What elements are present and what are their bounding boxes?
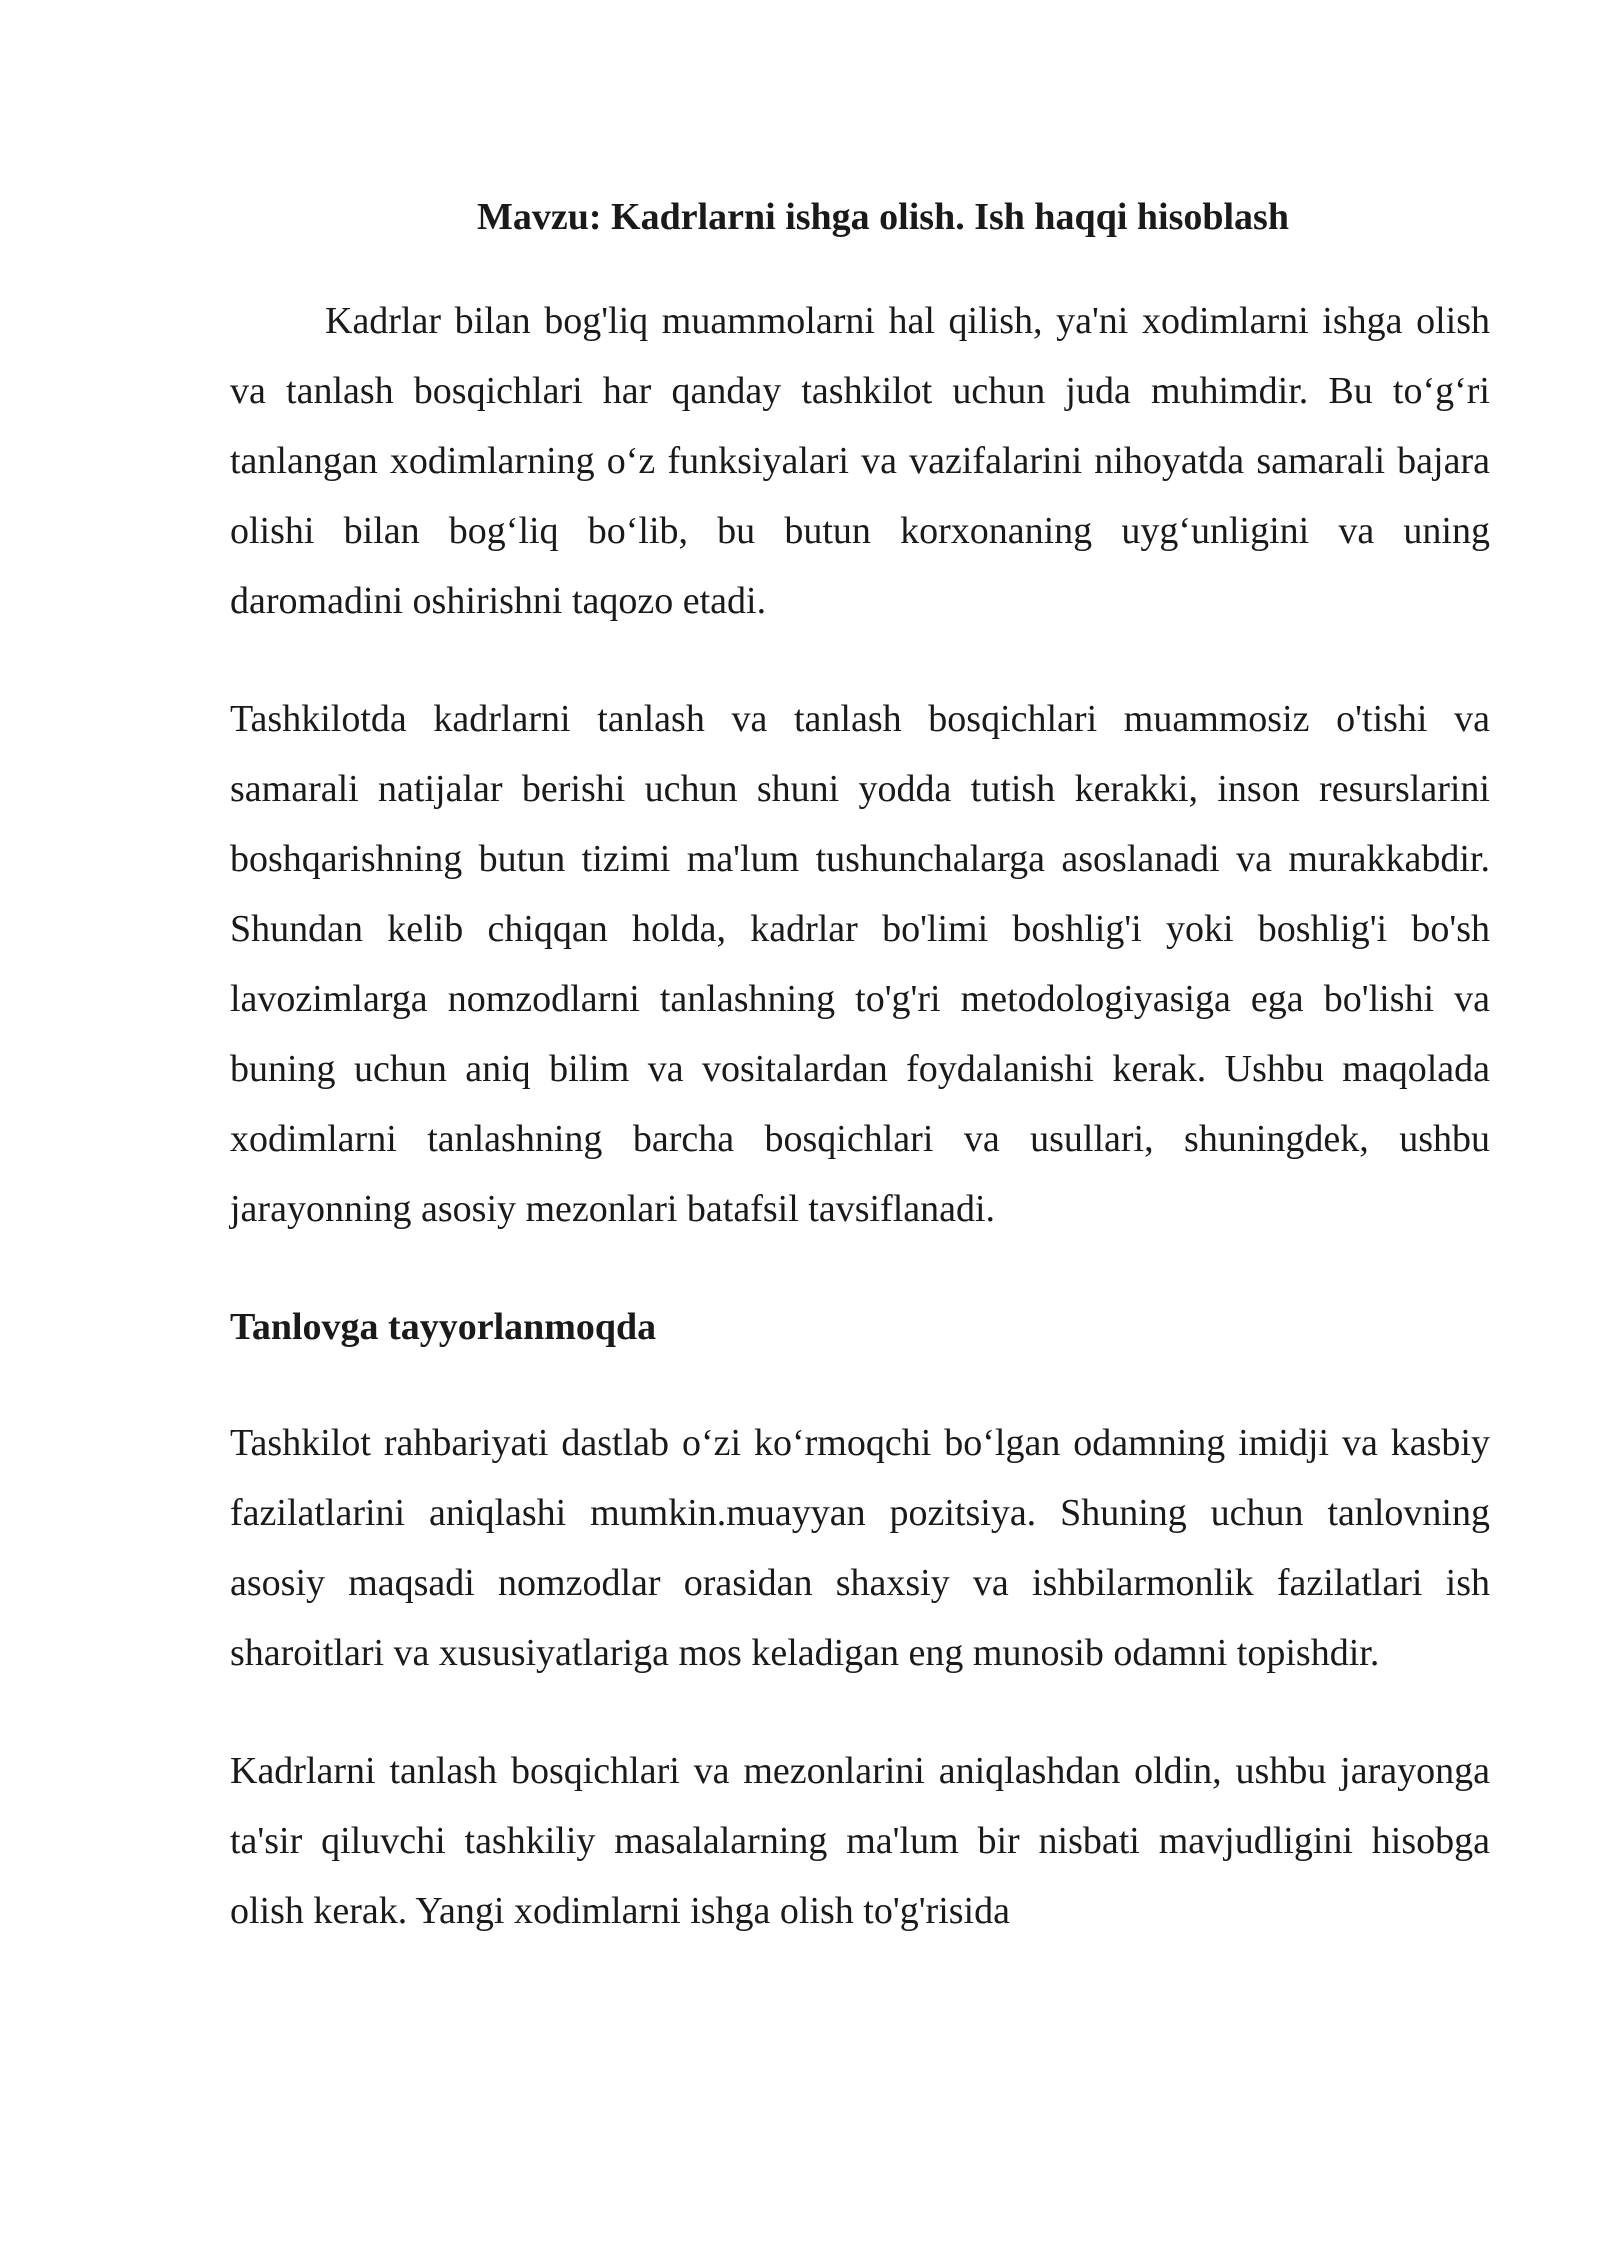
paragraph-selection-stages: Tashkilotda kadrlarni tanlash va tanlash bosqichlari muammosiz o'tishi va samarali natijalar berishi uchun shuni yodda tutish kerakki, inson resurslarini boshqarishning butun tizimi ma'lum tushunchalarga asoslanadi va murakkabdir. Shundan kelib chiqqan holda, kadrlar bo'limi boshlig'i yoki boshlig'i bo'sh lavozimlarga nomzodlarni tanlashning to'g'ri metodologiyasiga ega bo'lishi va buning uchun aniq bilim va vositalardan foydalanishi kerak. Ushbu maqolada xodimlarni tanlashning barcha bosqichlari va usullari, shuningdek, ushbu jarayonning asosiy mezonlari batafsil tavsiflanadi. xyxy=(230,698,1490,1230)
paragraph-management-goal: Tashkilot rahbariyati dastlab o‘zi ko‘rmoqchi bo‘lgan odamning imidji va kasbiy fazilatlarini aniqlashi mumkin.muayyan pozitsiya. Shuning uchun tanlovning asosiy maqsadi nomzodlar orasidan shaxsiy va ishbilarmonlik fazilatlari ish sharoitlari va xususiyatlariga mos keladigan eng munosib odamni topishdir. xyxy=(230,1422,1490,1674)
document-body xyxy=(230,182,1490,1946)
document-title: Mavzu: Kadrlarni ishga olish. Ish haqqi hisoblash xyxy=(477,196,1289,238)
paragraph-organizational-issues: Kadrlarni tanlash bosqichlari va mezonlarini aniqlashdan oldin, ushbu jarayonga ta'sir qiluvchi tashkiliy masalalarning ma'lum bir nisbati mavjudligini hisobga olish kerak. Yangi xodimlarni ishga olish to'g'risida xyxy=(230,1750,1490,1932)
section-heading: Tanlovga tayyorlanmoqda xyxy=(230,1306,657,1348)
paragraph-intro: Kadrlar bilan bog'liq muammolarni hal qilish, ya'ni xodimlarni ishga olish va tanlash bosqichlari har qanday tashkilot uchun juda muhimdir. Bu to‘g‘ri tanlangan xodimlarning o‘z funksiyalari va vazifalarini nihoyatda samarali bajara olishi bilan bog‘liq bo‘lib, bu butun korxonaning uyg‘unligini va uning daromadini oshirishni taqozo etadi. xyxy=(230,300,1490,622)
